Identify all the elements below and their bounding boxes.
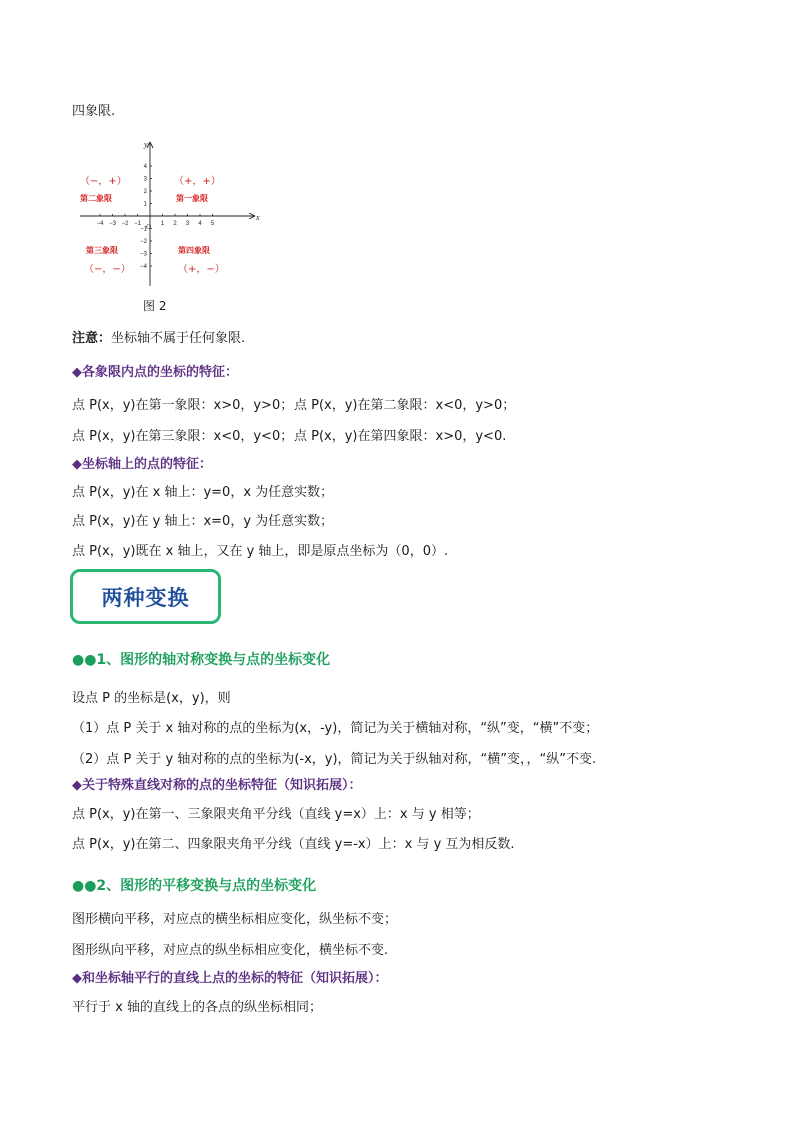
s2-line-2: 图形纵向平移，对应点的纵坐标相应变化，横坐标不变.	[72, 943, 389, 958]
q1-name: 第一象限	[176, 194, 208, 203]
y-tick-label: 4	[143, 164, 147, 170]
q3-sign: （−，−）	[84, 264, 131, 275]
q1-sign: （+，+）	[174, 176, 221, 187]
q4-name: 第四象限	[178, 246, 210, 255]
special-line-2: 点 P(x，y)在第二、四象限夹角平分线（直线 y=-x）上：x 与 y 互为相反数.	[72, 837, 515, 852]
x-tick-label: −1	[134, 221, 141, 227]
y-tick-label: 2	[143, 189, 147, 195]
y-tick-label: −1	[140, 226, 147, 233]
s1-line-1: （1）点 P 关于 x 轴对称的点的坐标为(x，-y)，简记为关于横轴对称，“纵”变，“横”不变；	[72, 721, 599, 736]
q4-sign: （+，−）	[178, 264, 225, 275]
section-1-title: ●●1、图形的轴对称变换与点的坐标变化	[72, 652, 331, 668]
axis-line-3: 点 P(x，y)既在 x 轴上，又在 y 轴上，即是原点坐标为（0，0）.	[72, 544, 449, 559]
section-badge	[70, 569, 221, 624]
s2-line-1: 图形横向平移，对应点的横坐标相应变化，纵坐标不变；	[72, 912, 398, 927]
note-label: 注意：	[72, 331, 112, 346]
s1-line-0: 设点 P 的坐标是(x，y)，则	[72, 691, 231, 706]
x-tick-label: −2	[121, 221, 129, 227]
heading-axis-features: ◆坐标轴上的点的特征：	[72, 457, 212, 472]
quadrant-line-1a: 点 P(x，y)在第一象限：x>0，y>0；	[72, 398, 294, 413]
x-tick-label: 5	[210, 221, 215, 227]
axis-line-2: 点 P(x，y)在 y 轴上：x=0，y 为任意实数；	[72, 514, 334, 529]
figure-caption: 图 2	[143, 299, 167, 313]
q3-name: 第三象限	[86, 246, 118, 255]
y-tick-label: 1	[143, 201, 147, 208]
y-tick-label: −3	[140, 251, 147, 258]
y-axis-label: y	[144, 140, 148, 149]
q2-name: 第二象限	[80, 194, 112, 203]
quadrant-graph	[70, 138, 270, 318]
x-tick-label: 2	[173, 221, 177, 227]
y-tick-label: 3	[143, 176, 147, 183]
axis-line-1: 点 P(x，y)在 x 轴上：y=0，x 为任意实数；	[72, 485, 334, 500]
section-badge-label: 两种变换	[101, 585, 190, 610]
heading-special-lines: ◆关于特殊直线对称的点的坐标特征（知识拓展）：	[72, 778, 362, 793]
y-tick-label: −4	[140, 264, 147, 270]
special-line-1: 点 P(x，y)在第一、三象限夹角平分线（直线 y=x）上：x 与 y 相等；	[72, 807, 480, 822]
x-tick-label: −3	[109, 221, 116, 227]
x-tick-label: 1	[160, 221, 165, 227]
y-tick-label: −2	[140, 239, 147, 245]
note-line	[72, 330, 245, 348]
section-2-title: ●●2、图形的平移变换与点的坐标变化	[72, 878, 317, 894]
origin-label: O	[146, 223, 152, 231]
parallel-line-1: 平行于 x 轴的直线上的各点的纵坐标相同；	[72, 1000, 322, 1015]
s1-line-2: （2）点 P 关于 y 轴对称的点的坐标为(-x，y)，简记为关于纵轴对称，“横”变，，“纵”不变.	[72, 752, 597, 767]
x-tick-label: −4	[96, 221, 104, 227]
note-text: 坐标轴不属于任何象限.	[111, 331, 246, 346]
heading-quadrant-features: ◆各象限内点的坐标的特征：	[72, 365, 238, 380]
q2-sign: （−，+）	[80, 176, 127, 187]
quadrant-line-2a: 点 P(x，y)在第三象限：x<0，y<0；	[72, 429, 294, 444]
x-axis-label: x	[256, 213, 260, 222]
x-tick-label: 4	[198, 221, 202, 227]
x-tick-label: 3	[185, 221, 190, 227]
heading-parallel-lines: ◆和坐标轴平行的直线上点的坐标的特征（知识拓展）：	[72, 971, 388, 986]
intro-text: 四象限.	[72, 104, 116, 119]
quadrant-line-1b: 点 P(x，y)在第二象限：x<0，y>0；	[294, 398, 516, 413]
quadrant-line-2b: 点 P(x，y)在第四象限：x>0，y<0.	[294, 429, 507, 444]
